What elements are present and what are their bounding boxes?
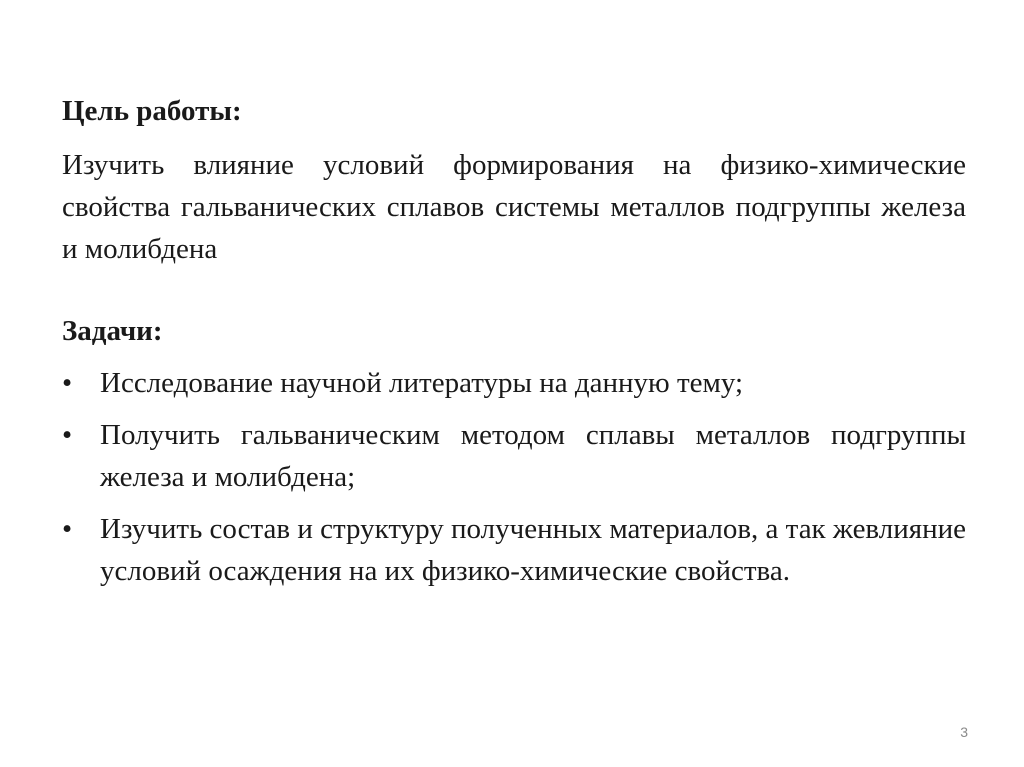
section-spacer — [62, 270, 966, 310]
tasks-heading: Задачи: — [62, 315, 163, 347]
goal-text: Изучить влияние условий формирования на физико-химические свойства гальванических сплавов системы металлов подгруппы железа и молибдена — [62, 149, 966, 265]
task-text: Исследование научной литературы на данную тему; — [100, 367, 744, 399]
slide-content — [62, 90, 966, 602]
bullet-icon: • — [62, 367, 73, 399]
task-item — [62, 508, 966, 592]
task-text: Изучить состав и структуру полученных материалов, а так жевлияние условий осаждения на их физико-химические свойства. — [100, 513, 966, 587]
goal-heading: Цель работы: — [62, 95, 242, 127]
task-item — [62, 362, 966, 404]
task-text: Получить гальваническим методом сплавы металлов подгруппы железа и молибдена; — [100, 419, 966, 493]
page-number: 3 — [960, 724, 968, 740]
bullet-icon: • — [62, 419, 73, 451]
tasks-list — [62, 362, 966, 592]
bullet-icon: • — [62, 513, 73, 545]
task-item — [62, 414, 966, 498]
